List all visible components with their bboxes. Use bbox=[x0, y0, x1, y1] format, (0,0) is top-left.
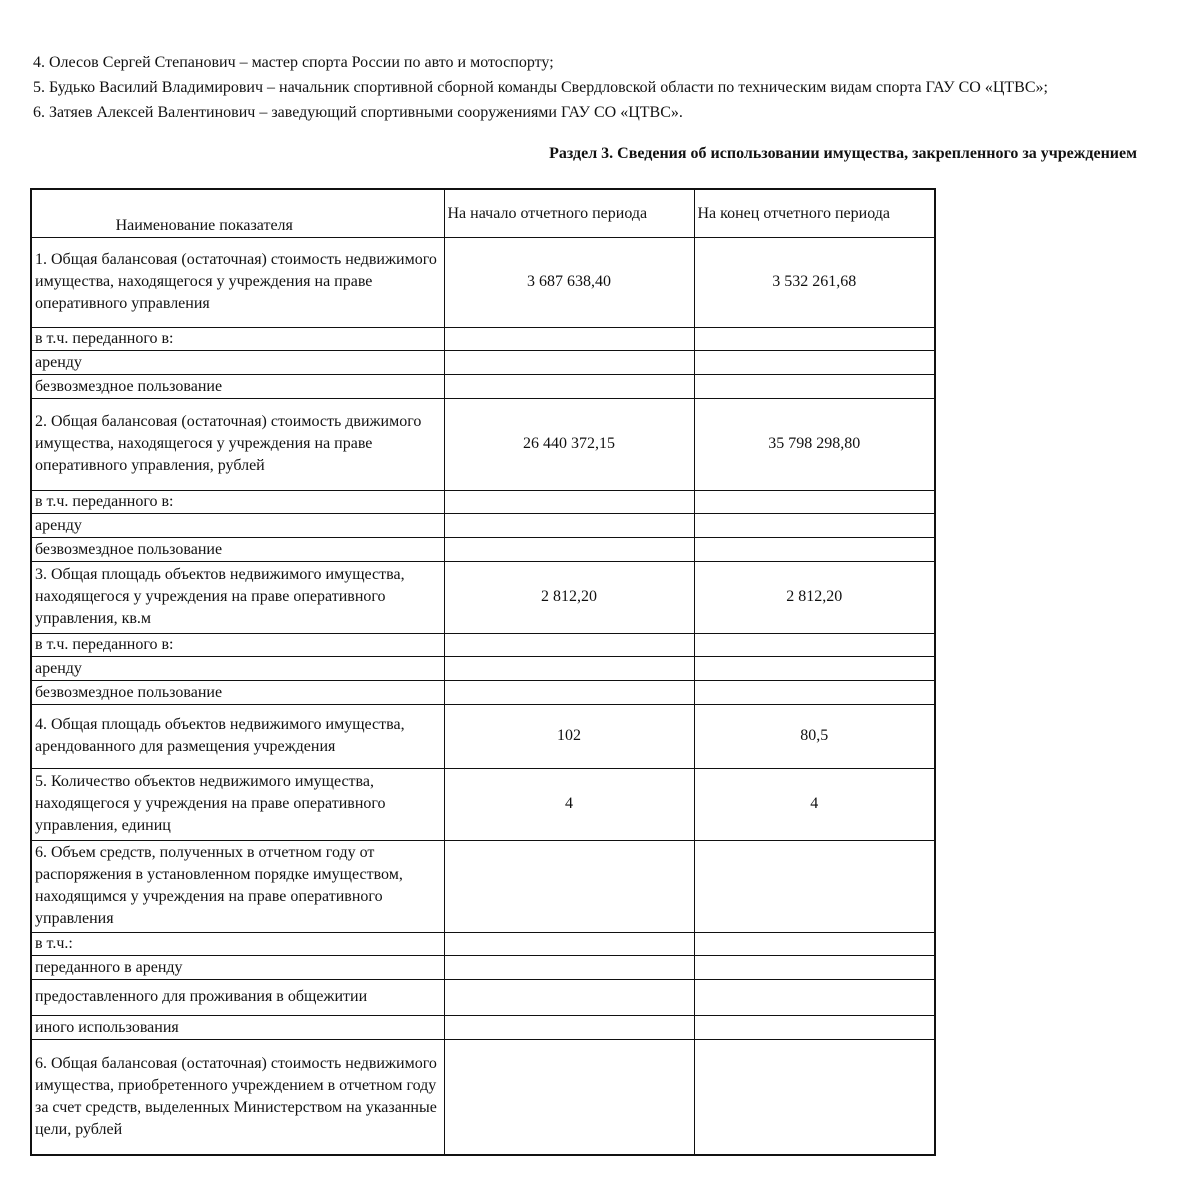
row-label: 1. Общая балансовая (остаточная) стоимость недвижимого имущества, находящегося у учреждения на праве оперативного управления bbox=[31, 237, 444, 327]
value-start bbox=[444, 327, 694, 350]
table-row bbox=[31, 1015, 935, 1039]
row-label: в т.ч. переданного в: bbox=[31, 490, 444, 513]
header-period-end: На конец отчетного периода bbox=[694, 189, 935, 237]
row-label: переданного в аренду bbox=[31, 955, 444, 979]
table-row bbox=[31, 704, 935, 768]
row-label: аренду bbox=[31, 513, 444, 537]
value-start: 26 440 372,15 bbox=[444, 398, 694, 490]
table-row bbox=[31, 398, 935, 490]
value-start bbox=[444, 680, 694, 704]
row-label: в т.ч. переданного в: bbox=[31, 633, 444, 656]
row-label: предоставленного для проживания в общежитии bbox=[31, 979, 444, 1015]
section-title: Раздел 3. Сведения об использовании имущества, закрепленного за учреждением bbox=[549, 145, 1137, 162]
value-start bbox=[444, 490, 694, 513]
value-end bbox=[694, 932, 935, 955]
member-list bbox=[33, 50, 1193, 125]
value-end bbox=[694, 350, 935, 374]
table-row bbox=[31, 374, 935, 398]
value-end bbox=[694, 513, 935, 537]
table-row bbox=[31, 656, 935, 680]
value-end bbox=[694, 680, 935, 704]
row-label: безвозмездное пользование bbox=[31, 374, 444, 398]
table-row bbox=[31, 537, 935, 561]
value-start bbox=[444, 350, 694, 374]
row-label: 6. Общая балансовая (остаточная) стоимость недвижимого имущества, приобретенного учреждением в отчетном году за счет средств, выделенных Министерством на указанные цели, рублей bbox=[31, 1039, 444, 1155]
value-end bbox=[694, 1015, 935, 1039]
table-row bbox=[31, 979, 935, 1015]
header-indicator-name: Наименование показателя bbox=[31, 189, 444, 237]
table-row bbox=[31, 932, 935, 955]
value-end: 80,5 bbox=[694, 704, 935, 768]
table-row bbox=[31, 561, 935, 633]
value-start bbox=[444, 513, 694, 537]
value-end bbox=[694, 979, 935, 1015]
table-row bbox=[31, 840, 935, 932]
member-line: 5. Будько Василий Владимирович – начальник спортивной сборной команды Свердловской области по техническим видам спорта ГАУ СО «ЦТВС»; bbox=[33, 79, 1048, 96]
table-row bbox=[31, 327, 935, 350]
value-start bbox=[444, 840, 694, 932]
value-start bbox=[444, 374, 694, 398]
value-start bbox=[444, 1015, 694, 1039]
value-start bbox=[444, 1039, 694, 1155]
table-row bbox=[31, 680, 935, 704]
table-row bbox=[31, 633, 935, 656]
row-label: аренду bbox=[31, 350, 444, 374]
value-start: 102 bbox=[444, 704, 694, 768]
value-end bbox=[694, 840, 935, 932]
table-row bbox=[31, 768, 935, 840]
value-end: 35 798 298,80 bbox=[694, 398, 935, 490]
value-end bbox=[694, 374, 935, 398]
table-row bbox=[31, 955, 935, 979]
value-start: 2 812,20 bbox=[444, 561, 694, 633]
row-label: 4. Общая площадь объектов недвижимого имущества, арендованного для размещения учреждения bbox=[31, 704, 444, 768]
value-start: 4 bbox=[444, 768, 694, 840]
row-label: безвозмездное пользование bbox=[31, 537, 444, 561]
row-label: 6. Объем средств, полученных в отчетном году от распоряжения в установленном порядке имуществом, находящимся у учреждения на праве оперативного управления bbox=[31, 840, 444, 932]
row-label: безвозмездное пользование bbox=[31, 680, 444, 704]
value-start bbox=[444, 979, 694, 1015]
table-row bbox=[31, 350, 935, 374]
property-usage-table bbox=[30, 188, 936, 1156]
value-start bbox=[444, 932, 694, 955]
value-end bbox=[694, 490, 935, 513]
value-end bbox=[694, 327, 935, 350]
row-label: иного использования bbox=[31, 1015, 444, 1039]
value-start bbox=[444, 633, 694, 656]
value-start bbox=[444, 656, 694, 680]
value-start: 3 687 638,40 bbox=[444, 237, 694, 327]
row-label: в т.ч. переданного в: bbox=[31, 327, 444, 350]
value-end: 4 bbox=[694, 768, 935, 840]
value-end bbox=[694, 955, 935, 979]
row-label: 3. Общая площадь объектов недвижимого имущества, находящегося у учреждения на праве оперативного управления, кв.м bbox=[31, 561, 444, 633]
table-row bbox=[31, 1039, 935, 1155]
table-row bbox=[31, 513, 935, 537]
row-label: в т.ч.: bbox=[31, 932, 444, 955]
value-end bbox=[694, 633, 935, 656]
value-end: 3 532 261,68 bbox=[694, 237, 935, 327]
member-line: 6. Затяев Алексей Валентинович – заведующий спортивными сооружениями ГАУ СО «ЦТВС». bbox=[33, 104, 683, 121]
value-end: 2 812,20 bbox=[694, 561, 935, 633]
row-label: 5. Количество объектов недвижимого имущества, находящегося у учреждения на праве оперативного управления, единиц bbox=[31, 768, 444, 840]
row-label: 2. Общая балансовая (остаточная) стоимость движимого имущества, находящегося у учреждения на праве оперативного управления, рублей bbox=[31, 398, 444, 490]
header-period-start: На начало отчетного периода bbox=[444, 189, 694, 237]
value-end bbox=[694, 537, 935, 561]
value-end bbox=[694, 1039, 935, 1155]
row-label: аренду bbox=[31, 656, 444, 680]
table-row bbox=[31, 490, 935, 513]
table-row bbox=[31, 237, 935, 327]
value-end bbox=[694, 656, 935, 680]
value-start bbox=[444, 955, 694, 979]
value-start bbox=[444, 537, 694, 561]
member-line: 4. Олесов Сергей Степанович – мастер спорта России по авто и мотоспорту; bbox=[33, 54, 554, 71]
